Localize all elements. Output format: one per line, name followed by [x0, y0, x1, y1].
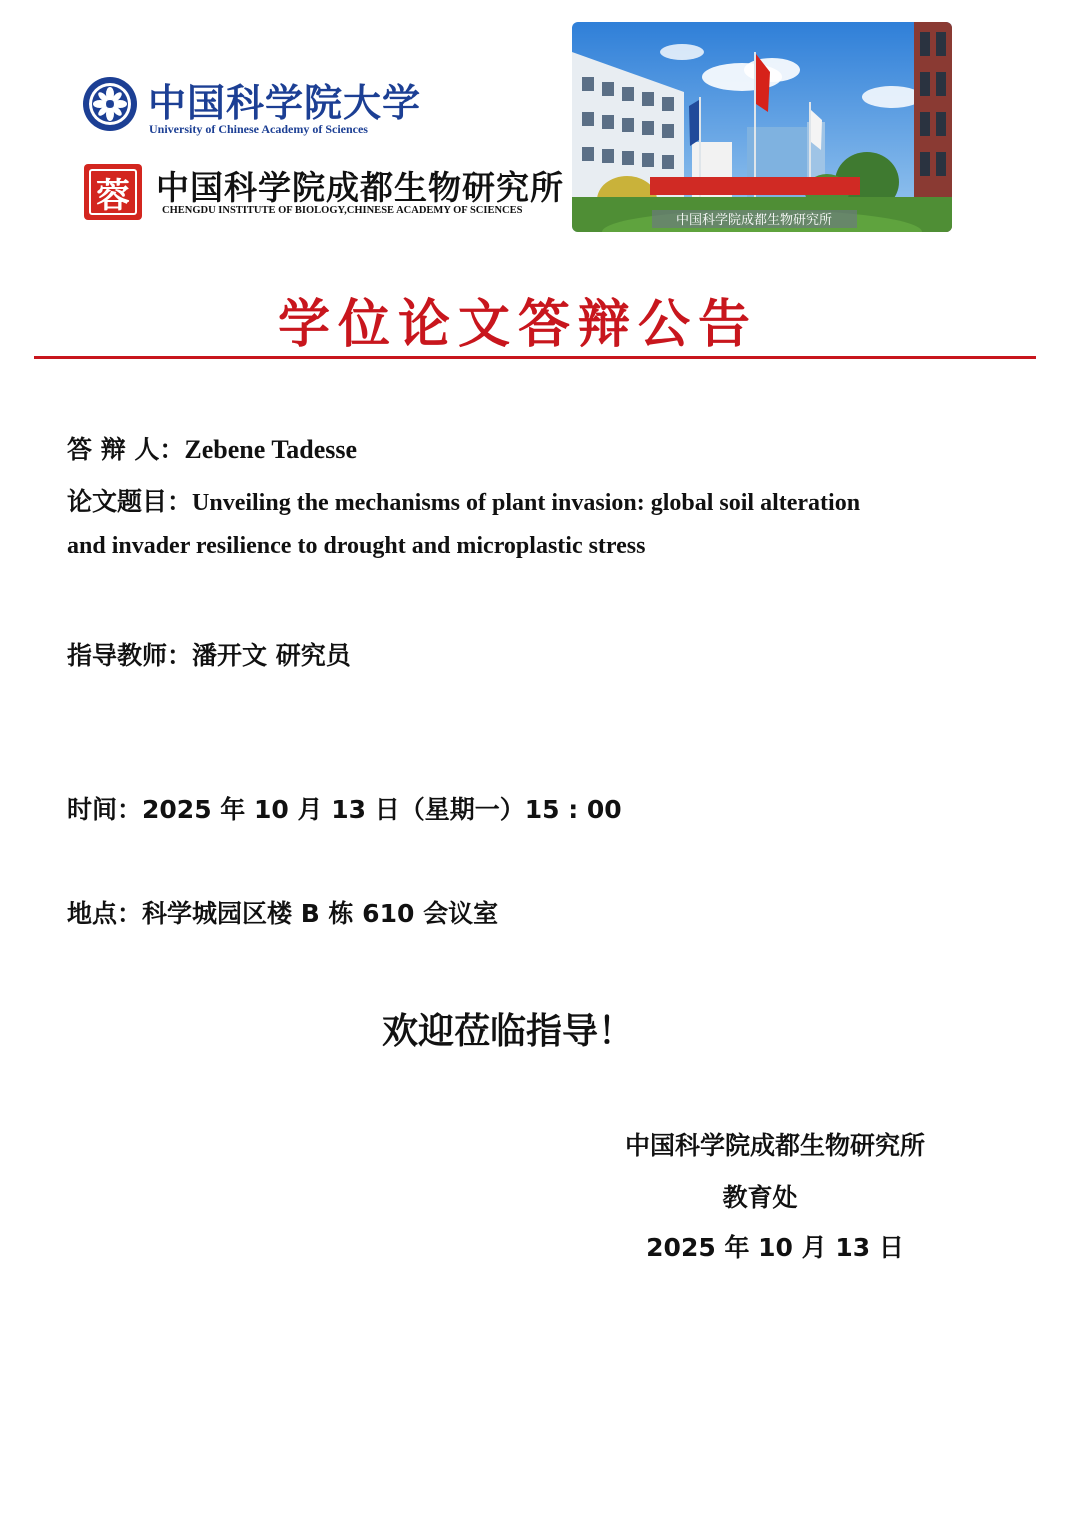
advisor-value: 潘开文 研究员 [192, 641, 351, 670]
welcome-text: 欢迎莅临指导！ [381, 1011, 634, 1052]
title-divider [34, 356, 1036, 359]
cib-logo [84, 164, 564, 224]
location-row [67, 894, 498, 930]
advisor-label: 指导教师： [67, 641, 193, 670]
time-row [67, 790, 622, 826]
thesis-label: 论文题目： [67, 487, 193, 516]
signature-dept: 教育处 [722, 1183, 798, 1212]
defender-label: 答 辩 人： [67, 435, 185, 464]
advisor-row [67, 636, 351, 672]
signature-org: 中国科学院成都生物研究所 [624, 1131, 925, 1160]
cib-name-cn: 中国科学院成都生物研究所 [156, 168, 564, 207]
thesis-title-line1: Unveiling the mechanisms of plant invasion: global soil alteration [192, 490, 861, 516]
ucas-emblem-icon [82, 76, 138, 132]
thesis-row [67, 482, 860, 518]
cib-seal-icon [84, 164, 142, 220]
ucas-name-en: University of Chinese Academy of Sciences [149, 122, 368, 136]
cib-name-en: CHENGDU INSTITUTE OF BIOLOGY,CHINESE ACADEMY OF SCIENCES [162, 205, 523, 216]
defender-row [67, 430, 357, 466]
location-value: 科学城园区楼 B 栋 610 会议室 [142, 899, 499, 928]
campus-photo [572, 22, 952, 232]
location-label: 地点： [67, 899, 143, 928]
campus-name-plate: 中国科学院成都生物研究所 [675, 213, 833, 228]
cib-seal-char: 蓉 [89, 169, 137, 215]
page-title: 学位论文答辩公告 [277, 294, 758, 355]
time-label: 时间： [67, 795, 143, 824]
thesis-title-line2: and invader resilience to drought and microplastic stress [67, 533, 646, 559]
ucas-name-cn: 中国科学院大学 [148, 80, 422, 125]
signature-date: 2025 年 10 月 13 日 [646, 1233, 904, 1262]
defender-value: Zebene Tadesse [184, 435, 358, 464]
ucas-logo [80, 72, 422, 138]
time-value: 2025 年 10 月 13 日（星期一）15 : 00 [142, 795, 622, 824]
campus-photo-image [572, 22, 952, 232]
